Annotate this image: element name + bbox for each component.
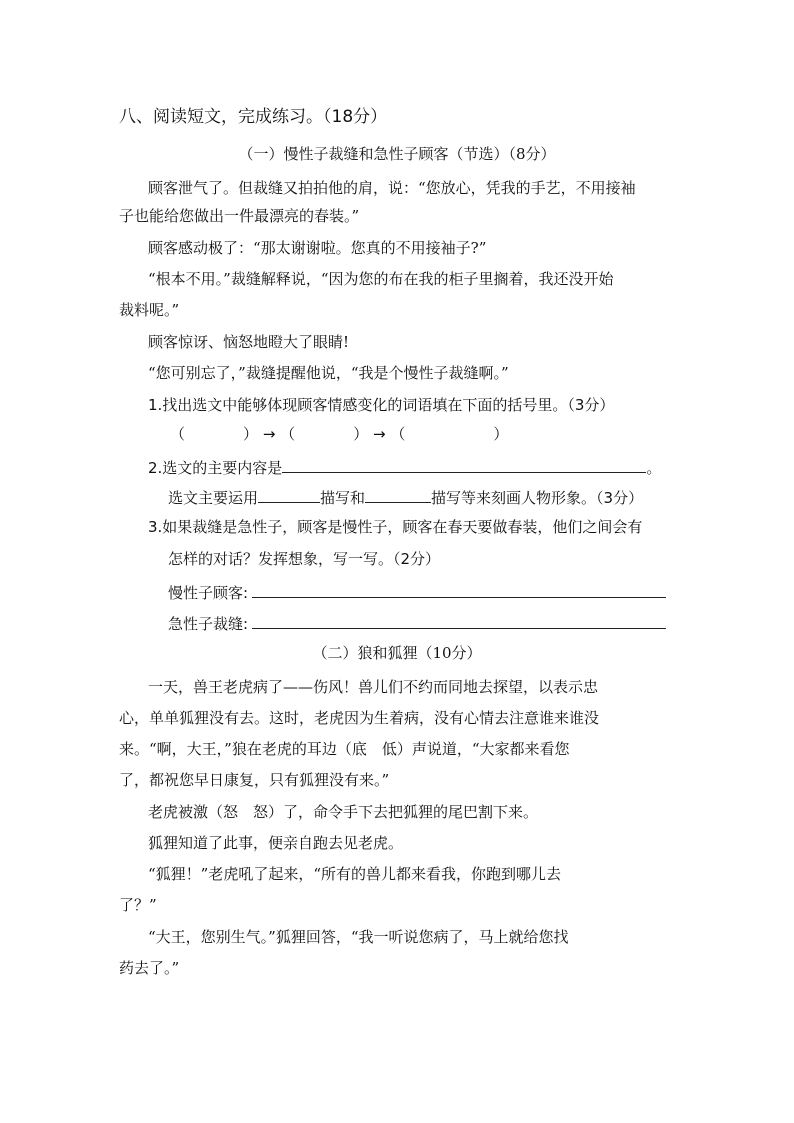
p1-para2-line1: 顾客感动极了：“那太谢谢啦。您真的不用接袖子?” (148, 239, 487, 257)
p1-para5-line1: “您可别忘了，”裁缝提醒他说，“我是个慢性子裁缝啊。” (148, 364, 509, 382)
question-1: 1.找出选文中能够体现顾客情感变化的词语填在下面的括号里。（3分） (148, 396, 615, 414)
part2-heading: （二）狼和狐狸（10分） (312, 644, 482, 662)
q3-tailor-blank[interactable] (252, 612, 666, 629)
p2-para3-line1: 狐狸知道了此事，便亲自跑去见老虎。 (148, 834, 404, 852)
p2-para4-line2: 了？” (119, 896, 157, 914)
p2-para2-line1: 老虎被激（怒 怒）了，命令手下去把狐狸的尾巴割下来。 (148, 803, 539, 821)
question-2: 2.选文的主要内容是 。 (148, 456, 661, 478)
q2-blank-b[interactable] (365, 486, 431, 503)
q3-customer-row: 慢性子顾客: (168, 581, 666, 603)
arrow-icon: → (262, 425, 276, 443)
question-3-line2: 怎样的对话？发挥想象，写一写。（2分） (168, 550, 441, 568)
p1-para1-line2: 子也能给您做出一件最漂亮的春装。” (119, 207, 360, 225)
p2-para1-line3: 来。“啊，大王，”狼在老虎的耳边（底 低）声说道，“大家都来看您 (119, 740, 570, 758)
q2-content-blank[interactable] (282, 456, 646, 473)
question-2-line2: 选文主要运用 描写和 描写等来刻画人物形象。（3分） (168, 486, 643, 508)
p2-para1-line4: 了，都祝您早日康复，只有狐狸没有来。” (119, 771, 390, 789)
p1-para3-line1: “根本不用。”裁缝解释说，“因为您的布在我的柜子里搁着，我还没开始 (148, 270, 614, 288)
q2-blank-a[interactable] (258, 486, 320, 503)
q3-customer-blank[interactable] (252, 581, 666, 598)
arrow-icon: → (372, 425, 386, 443)
question-3-line1: 3.如果裁缝是急性子，顾客是慢性子，顾客在春天要做春装，他们之间会有 (148, 518, 643, 536)
p1-para3-line2: 裁料呢。” (119, 301, 180, 319)
p2-para1-line2: 心，单单狐狸没有去。这时，老虎因为生着病，没有心情去注意谁来谁没 (119, 709, 600, 727)
p2-para1-line1: 一天，兽王老虎病了——伤风！兽儿们不约而同地去探望，以表示忠 (148, 678, 599, 696)
p1-para1-line1: 顾客泄气了。但裁缝又拍拍他的肩，说：“您放心，凭我的手艺，不用接袖 (148, 179, 636, 197)
p1-para4-line1: 顾客惊讶、恼怒地瞪大了眼睛! (148, 333, 350, 351)
p2-para4-line1: “狐狸！”老虎吼了起来，“所有的兽儿都来看我，你跑到哪儿去 (148, 865, 562, 883)
part1-heading: （一）慢性子裁缝和急性子顾客（节选）（8分） (238, 145, 556, 163)
p2-para5-line1: “大王，您别生气。”狐狸回答，“我一听说您病了，马上就给您找 (148, 928, 569, 946)
p2-para5-line2: 药去了。” (119, 959, 180, 977)
q1-answer-row: （ ） → （ ） → （ ） (170, 425, 509, 443)
q3-tailor-row: 急性子裁缝: (168, 612, 666, 634)
section-title: 八、阅读短文，完成练习。（18分） (119, 107, 388, 127)
